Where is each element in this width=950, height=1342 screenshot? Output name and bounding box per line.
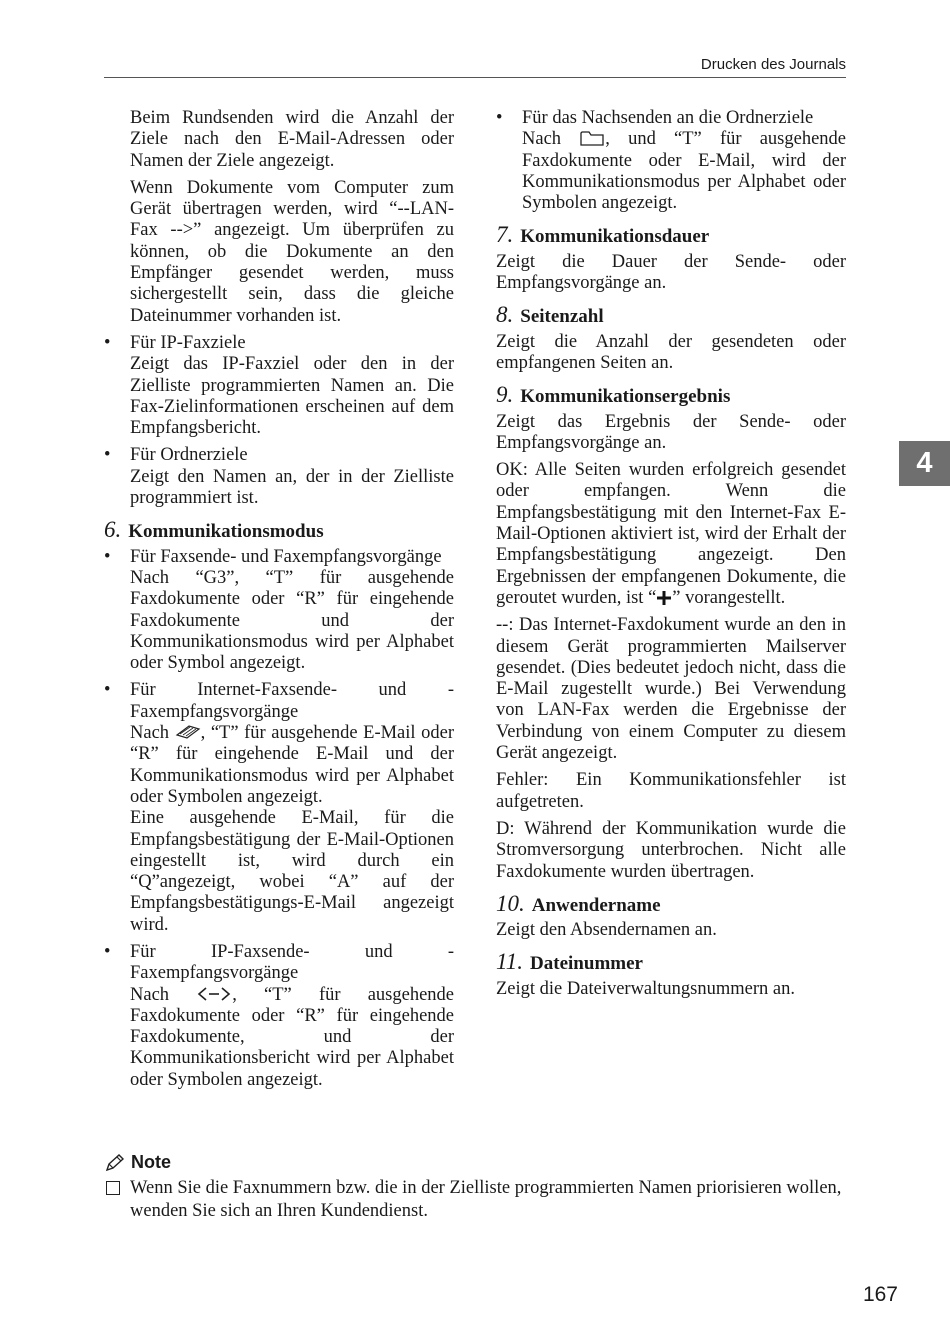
section-title: Kommunikationsmodus [128, 521, 324, 543]
list-item-text-body: , “T” für ausgehende Faxdokumente oder “R” für eingehende Faxdokumente, und der Kommunikationsbericht wird per Alphabet oder Symbolen angezeigt. [130, 984, 454, 1090]
section-heading [496, 384, 846, 407]
chapter-tab: 4 [899, 441, 950, 486]
list-item-text [130, 723, 454, 808]
left-column [104, 108, 454, 1097]
note-item [104, 1177, 864, 1222]
section-number: 11. [496, 949, 524, 975]
result-d-text: D: Während der Kommunikation wurde die Stromversorgung unterbrochen. Nicht alle Faxdokumente wurden übertragen. [496, 818, 846, 882]
bullet-icon: • [104, 445, 111, 466]
text-prefix: Nach [130, 723, 170, 744]
section-heading [496, 304, 846, 327]
list-item-title: Für Internet-Faxsende- und -Faxempfangsvorgänge [130, 680, 454, 722]
section-text: Zeigt das Ergebnis der Sende- oder Empfangsvorgänge an. [496, 411, 846, 453]
result-lan-text: --: Das Internet-Faxdokument wurde an den in diesem Gerät programmierten Mailserver gesendet. (Dies bedeutet jedoch nicht, dass die E-Mail zugestellt wurde.) Bei Verwendung von LAN-Fax werden die Ergebnisse der Verbindung von einem Computer zu diesem Gerät angezeigt. [496, 615, 846, 764]
bullet-icon: • [104, 546, 111, 567]
section-number: 10. [496, 890, 525, 916]
section-heading [496, 890, 846, 916]
list-item [104, 942, 454, 1091]
bullet-icon: • [496, 108, 503, 128]
list-item [104, 680, 454, 936]
list-item-text-body: , und “T” für ausgehende Faxdokumente oder E-Mail, wird der Kommunikationsmodus per Alphabet oder Symbolen angezeigt. [522, 129, 847, 214]
bullet-icon: • [104, 680, 111, 701]
checkbox-icon [106, 1181, 120, 1195]
list-item-title: Für IP-Faxziele [130, 332, 246, 353]
result-ok-text [496, 460, 846, 609]
note-item-text: Wenn Sie die Faxnummern bzw. die in der Zielliste programmierten Namen priorisieren wollen, wenden Sie sich an Ihren Kundendienst. [130, 1178, 842, 1221]
section-text: Zeigt den Absendernamen an. [496, 920, 717, 941]
result-error-text: Fehler: Ein Kommunikationsfehler ist aufgetreten. [496, 770, 846, 812]
text-prefix: Nach [130, 984, 170, 1005]
section-text: Zeigt die Dateiverwaltungsnummern an. [496, 978, 795, 999]
section-title: Dateinummer [530, 953, 643, 975]
section-text: Zeigt die Dauer der Sende- oder Empfangsvorgänge an. [496, 251, 846, 294]
page-number: 167 [862, 1283, 898, 1306]
list-item-text: Zeigt den Namen an, der in der Zielliste programmiert ist. [130, 466, 454, 509]
list-item-text [130, 985, 454, 1091]
section-title: Seitenzahl [520, 306, 604, 328]
result-ok-body: OK: Alle Seiten wurden erfolgreich gesendet oder empfangen. Wenn die Empfangsbestätigung mit den Internet-Fax E-Mail-Optionen aktiviert ist, wird der Erhalt der Empfangsbestätigung angezeigt. Den Ergebnissen der empfangenen Dokumente, die geroutet wurden, ist “ [496, 460, 846, 608]
list-item [104, 547, 454, 675]
section-text: Zeigt die Anzahl der gesendeten oder empfangenen Seiten an. [496, 331, 846, 373]
section-number: 7. [496, 222, 514, 248]
internet-fax-icon [175, 723, 201, 741]
section-number: 9. [496, 382, 514, 408]
header-rule [104, 77, 846, 78]
right-column [496, 108, 846, 1006]
section-title: Kommunikationsergebnis [520, 386, 731, 408]
list-item-title: Für das Nachsenden an die Ordnerziele [522, 108, 814, 128]
running-header: Drucken des Journals [700, 56, 846, 73]
list-item-text: Nach “G3”, “T” für ausgehende Faxdokumente oder “R” für eingehende Faxdokumente und der Kommunikationsmodus wird per Alphabet oder Symbol angezeigt. [130, 567, 454, 674]
section-heading [496, 224, 846, 247]
section-heading [496, 951, 846, 974]
note-heading [104, 1152, 864, 1173]
list-item-text: Zeigt das IP-Faxziel oder den in der Zielliste programmierten Namen an. Die Fax-Zielinformationen erscheinen auf dem Empfangsbericht. [130, 354, 454, 439]
list-item-title: Für Ordnerziele [130, 445, 248, 466]
list-item-text-body: , “T” für ausgehende E-Mail oder “R” für eingehende E-Mail und der Kommunikationsmodus wird per Alphabet oder Symbolen angezeigt. [130, 723, 454, 807]
plus-icon [656, 590, 672, 606]
text-prefix: Nach [522, 129, 562, 150]
folder-icon [579, 129, 605, 147]
list-item [104, 445, 454, 509]
pencil-icon [104, 1153, 126, 1173]
list-item-title: Für IP-Faxsende- und -Faxempfangsvorgänge [130, 941, 454, 984]
list-item [496, 108, 846, 214]
section-heading [104, 519, 454, 542]
list-item-text: Eine ausgehende E-Mail, für die Empfangsbestätigung der E-Mail-Optionen eingestellt ist, wird durch ein “Q”angezeigt, wobei “A” auf der Empfangsbestätigungs-E-Mail angezeigt wird. [130, 808, 454, 935]
bullet-icon: • [104, 941, 111, 962]
note-heading-label: Note [131, 1152, 171, 1172]
intro-paragraph: Beim Rundsenden wird die Anzahl der Ziele nach den E-Mail-Adressen oder Namen der Ziele angezeigt. [130, 108, 454, 171]
section-title: Anwendername [531, 894, 661, 916]
section-title: Kommunikationsdauer [520, 226, 710, 248]
section-number: 6. [104, 517, 122, 543]
section-number: 8. [496, 302, 514, 328]
result-ok-end: ” vorangestellt. [672, 587, 786, 608]
list-item [104, 333, 454, 439]
list-item-title: Für Faxsende- und Faxempfangsvorgänge [130, 546, 442, 567]
lan-fax-paragraph: Wenn Dokumente vom Computer zum Gerät übertragen werden, wird “--LAN-Fax -->” angezeigt. Um überprüfen zu können, ob die Dokumente an den Empfänger gesendet werden, muss sichergestellt sein, dass die gleiche Dateinummer vorhanden ist. [130, 177, 454, 326]
bullet-icon: • [104, 332, 111, 353]
list-item-text [522, 129, 846, 214]
note-section [104, 1152, 864, 1222]
ip-fax-arrows-icon [196, 985, 232, 1003]
